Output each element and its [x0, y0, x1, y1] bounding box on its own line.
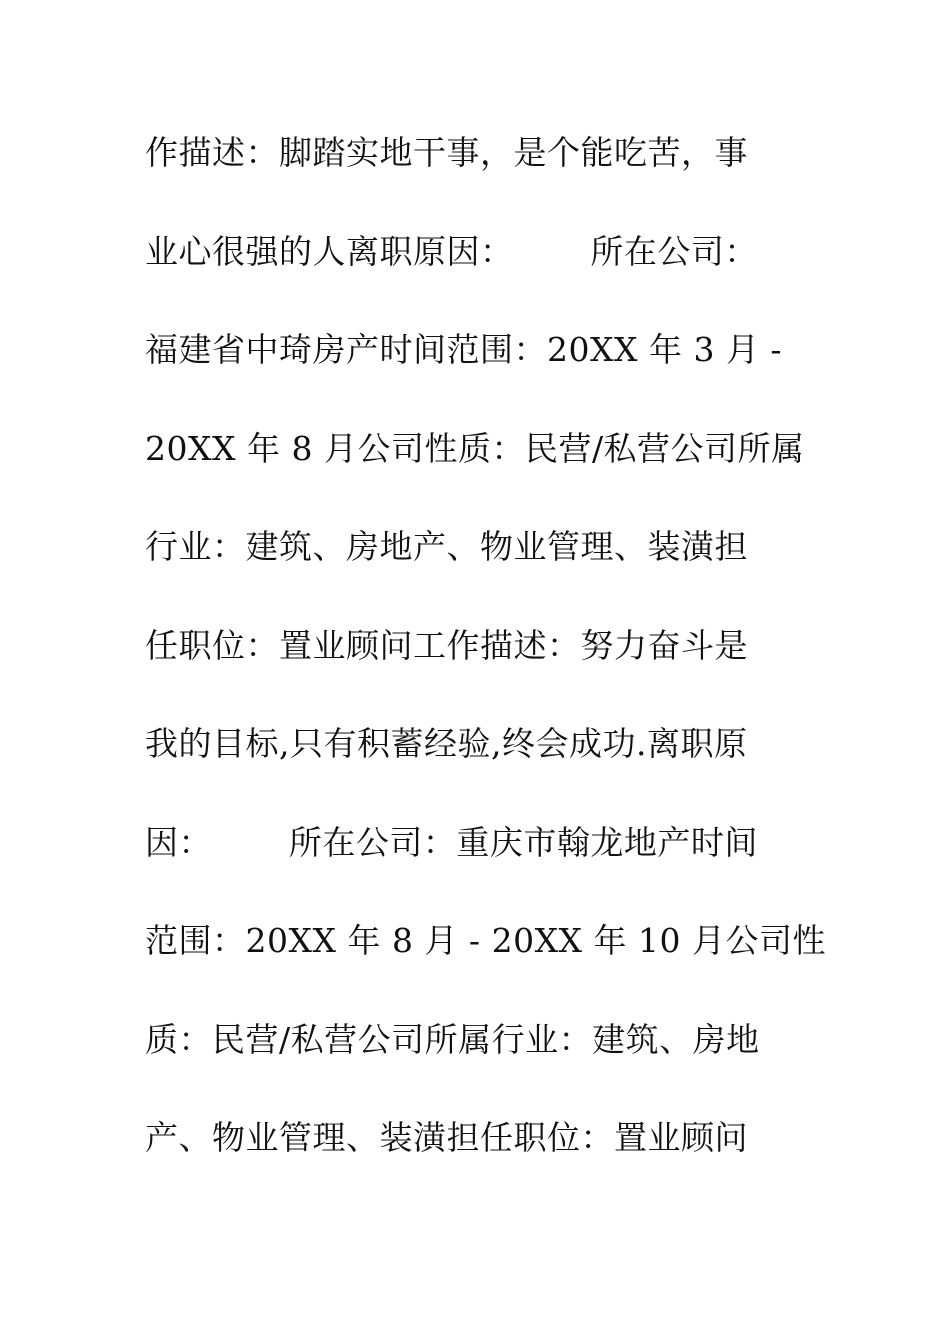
text-line: 任职位：置业顾问工作描述：努力奋斗是 [145, 625, 748, 665]
body-text [145, 120, 825, 1204]
text-line: 因： 所在公司：重庆市翰龙地产时间 [145, 822, 758, 862]
text-line: 范围：20XX 年 8 月 - 20XX 年 10 月公司性 [145, 921, 827, 960]
text-line: 行业：建筑、房地产、物业管理、装潢担 [145, 527, 748, 566]
text-line: 福建省中琦房产时间范围：20XX 年 3 月 - [145, 330, 783, 369]
text-line: 20XX 年 8 月公司性质：民营/私营公司所属 [145, 428, 805, 468]
text-line: 质：民营/私营公司所属行业：建筑、房地 [145, 1019, 760, 1059]
text-line: 产、物业管理、装潢担任职位：置业顾问 [145, 1118, 748, 1157]
text-line: 业心很强的人离职原因： 所在公司： [145, 231, 758, 271]
text-line: 我的目标,只有积蓄经验,终会成功.离职原 [145, 724, 748, 763]
text-line: 作描述：脚踏实地干事，是个能吃苦，事 [145, 133, 748, 172]
